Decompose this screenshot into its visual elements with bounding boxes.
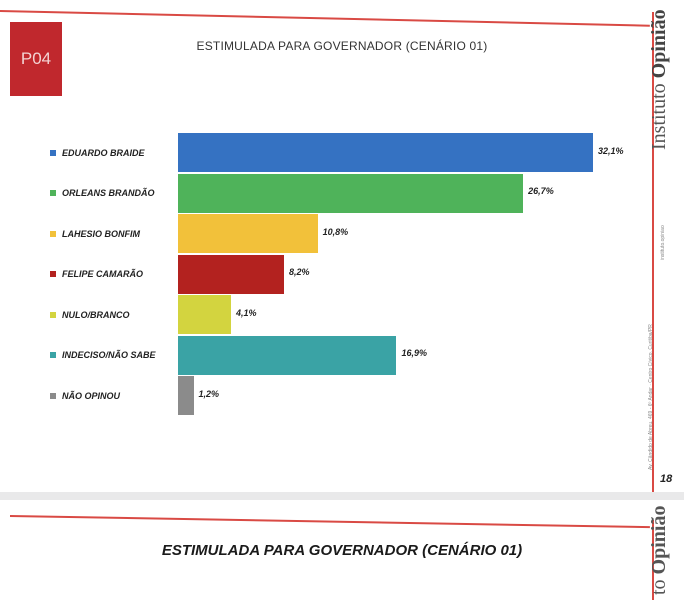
bar	[178, 255, 284, 294]
category-label	[50, 348, 156, 362]
category-label	[50, 267, 143, 281]
value-label: 1,2%	[198, 388, 220, 399]
category-label	[50, 227, 140, 241]
legend-swatch	[50, 271, 56, 277]
category-label	[50, 186, 155, 200]
legend-swatch	[50, 312, 56, 318]
top-red-line	[0, 10, 650, 27]
brand-prefix-next: to	[648, 574, 670, 595]
category-text: EDUARDO BRAIDE	[62, 147, 145, 158]
legend-swatch	[50, 150, 56, 156]
side-contact-text: Av. Cândido de Abreu, 469 - 6º Andar · Centro Cívico, Curitiba/PR	[648, 324, 654, 470]
bar	[178, 376, 194, 415]
bar	[178, 336, 396, 375]
category-text: NULO/BRANCO	[62, 309, 130, 320]
category-text: INDECISO/NÃO SABE	[62, 350, 156, 360]
category-text: ORLEANS BRANDÃO	[62, 188, 155, 198]
value-label: 32,1%	[598, 145, 624, 156]
chart-title: ESTIMULADA PARA GOVERNADOR (CENÁRIO 01)	[196, 39, 488, 53]
category-text: LAHESIO BONFIM	[62, 228, 140, 239]
value-label: 10,8%	[322, 226, 349, 237]
brand-name: Opinião	[648, 9, 670, 79]
brand-logo	[648, 10, 678, 150]
value-label: 4,1%	[236, 307, 257, 318]
category-label	[50, 146, 145, 160]
report-page-next	[0, 500, 684, 600]
bar	[178, 295, 231, 334]
side-social-text: instituto.opiniao	[660, 225, 666, 260]
brand-prefix: Instituto	[648, 78, 670, 150]
brand-logo-next	[648, 500, 678, 595]
page-number: 18	[660, 473, 673, 485]
bar	[178, 174, 523, 213]
bar	[178, 214, 318, 253]
category-text: NÃO OPINOU	[62, 390, 121, 401]
top-red-line-next	[10, 515, 650, 528]
legend-swatch	[50, 231, 56, 237]
legend-swatch	[50, 352, 56, 358]
category-label	[50, 308, 130, 322]
bar	[178, 133, 593, 172]
value-label: 8,2%	[289, 267, 310, 277]
brand-name-next: Opinião	[648, 505, 670, 575]
value-label: 16,9%	[401, 348, 428, 358]
question-badge: P04	[10, 22, 62, 96]
legend-swatch	[50, 393, 56, 399]
category-text: FELIPE CAMARÃO	[62, 269, 143, 279]
chart-title-next: ESTIMULADA PARA GOVERNADOR (CENÁRIO 01)	[161, 542, 523, 559]
value-label: 26,7%	[528, 186, 554, 196]
category-label	[50, 389, 120, 403]
legend-swatch	[50, 190, 56, 196]
